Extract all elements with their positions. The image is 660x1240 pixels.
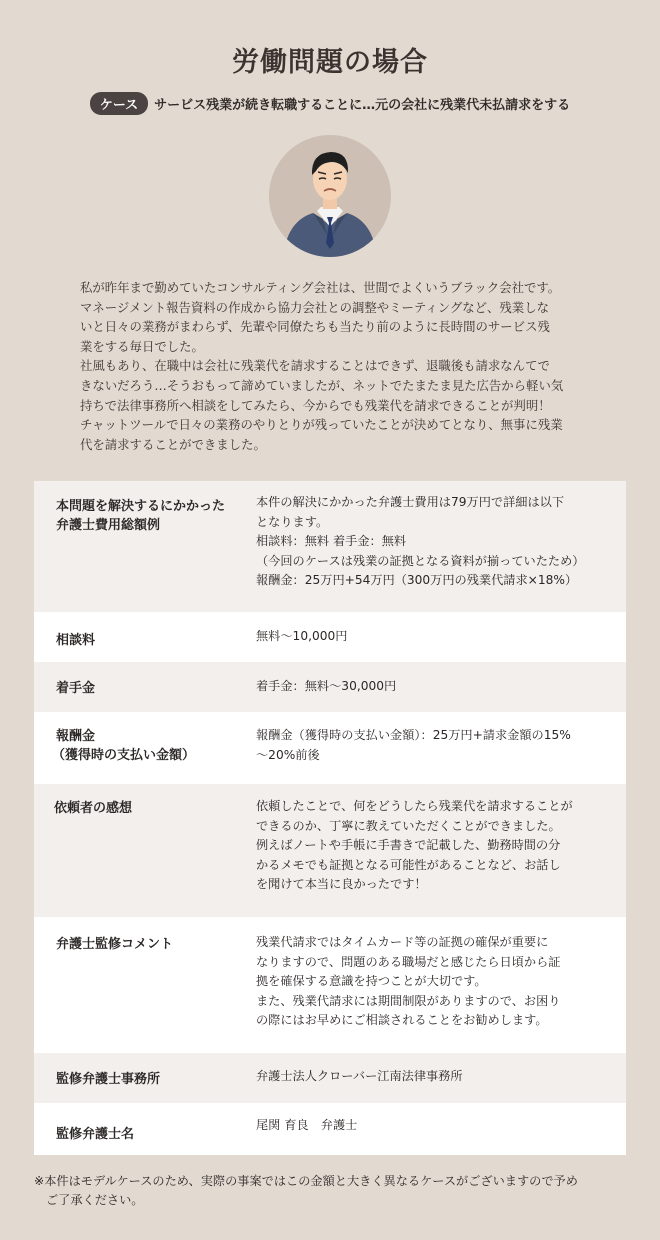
row-label: 弁護士監修コメント bbox=[56, 937, 174, 952]
case-text: サービス残業が続き転職することに…元の会社に残業代未払請求をする bbox=[154, 98, 571, 113]
table-row-lawyer-comment bbox=[34, 917, 626, 1053]
story-line: 私が昨年まで勤めていたコンサルティング会社は、世間でよくいうブラック会社です。 bbox=[80, 280, 561, 295]
story-line: きないだろう…そうおもって諦めていましたが、ネットでたまたま見た広告から軽い気 bbox=[80, 377, 564, 393]
row-label: 報酬金 （獲得時の支払い金額） bbox=[52, 729, 196, 763]
row-label: 本問題を解決するにかかった 弁護士費用総額例 bbox=[56, 499, 226, 533]
row-label: 着手金 bbox=[56, 681, 96, 696]
row-value: 弁護士法人クローバー江南法律事務所 bbox=[256, 1069, 463, 1083]
table-row-reward bbox=[34, 712, 626, 784]
client-story bbox=[80, 278, 585, 454]
table-row-supervising-lawyer bbox=[34, 1103, 626, 1155]
story-line: 代を請求することができました。 bbox=[80, 436, 266, 452]
row-label: 相談料 bbox=[56, 633, 96, 648]
table-row-client-impression bbox=[34, 784, 626, 917]
fee-table bbox=[34, 481, 626, 1155]
story-line: 社風もあり、在職中は会社に残業代を請求することはできず、退職後も請求なんてで bbox=[80, 358, 550, 374]
client-avatar bbox=[269, 135, 391, 257]
row-value: 残業代請求ではタイムカード等の証拠の確保が重要に なりますので、問題のある職場だと感じたら日頃から証 拠を確保する意識を持つことが大切です。 また、残業代請求には期間制限がありますので、お困り の際にはお早めにご相談されることをお勧めします。 bbox=[256, 935, 561, 1028]
row-value: 依頼したことで、何をどうしたら残業代を請求することが できるのか、丁寧に教えていただくことができました。 例えばノートや手帳に手書きで記載した、勤務時間の分 かるメモでも証拠となる可能性があることなど、お話し を聞けて本当に良かったです！ bbox=[256, 799, 573, 892]
row-value: 無料〜10,000円 bbox=[256, 629, 348, 643]
story-line: チャットツールで日々の業務のやりとりが残っていたことが決めてとなり、無事に残業 bbox=[80, 417, 563, 433]
page-title: 労働問題の場合 bbox=[232, 47, 428, 78]
story-line: マネージメント報告資料の作成から協力会社との調整やミーティングなど、残業しな bbox=[80, 299, 549, 315]
table-row-retainer bbox=[34, 662, 626, 712]
row-value: 報酬金（獲得時の支払い金額）：25万円+請求金額の15% 〜20%前後 bbox=[256, 728, 571, 762]
story-line: いと日々の業務がまわらず、先輩や同僚たちも当たり前のように長時間のサービス残 bbox=[80, 319, 550, 335]
table-row-total-fee bbox=[34, 481, 626, 612]
table-row-supervising-office bbox=[34, 1053, 626, 1103]
row-label: 依頼者の感想 bbox=[54, 801, 133, 816]
story-line: 業をする毎日でした。 bbox=[80, 338, 204, 354]
row-value: 尾関 育良 弁護士 bbox=[256, 1118, 358, 1132]
case-tag: ケース bbox=[90, 92, 148, 115]
table-row-consultation bbox=[34, 612, 626, 662]
row-value: 着手金：無料〜30,000円 bbox=[256, 679, 397, 693]
story-line: 持ちで法律事務所へ相談をしてみたら、今からでも残業代を請求できることが判明！ bbox=[80, 397, 551, 413]
row-label: 監修弁護士事務所 bbox=[56, 1072, 161, 1087]
case-heading bbox=[0, 92, 660, 115]
worried-man-icon bbox=[269, 135, 391, 257]
footnote: ※本件はモデルケースのため、実際の事案ではこの金額と大きく異なるケースがございますので予め ご了承ください。 bbox=[34, 1174, 578, 1207]
row-label: 監修弁護士名 bbox=[56, 1127, 135, 1142]
row-value: 本件の解決にかかった弁護士費用は79万円で詳細は以下 となります。 相談料：無料 着手金：無料 （今回のケースは残業の証拠となる資料が揃っていたため） 報酬金：25万円+54万円（300万円の残業代請求×18%） bbox=[256, 495, 585, 588]
